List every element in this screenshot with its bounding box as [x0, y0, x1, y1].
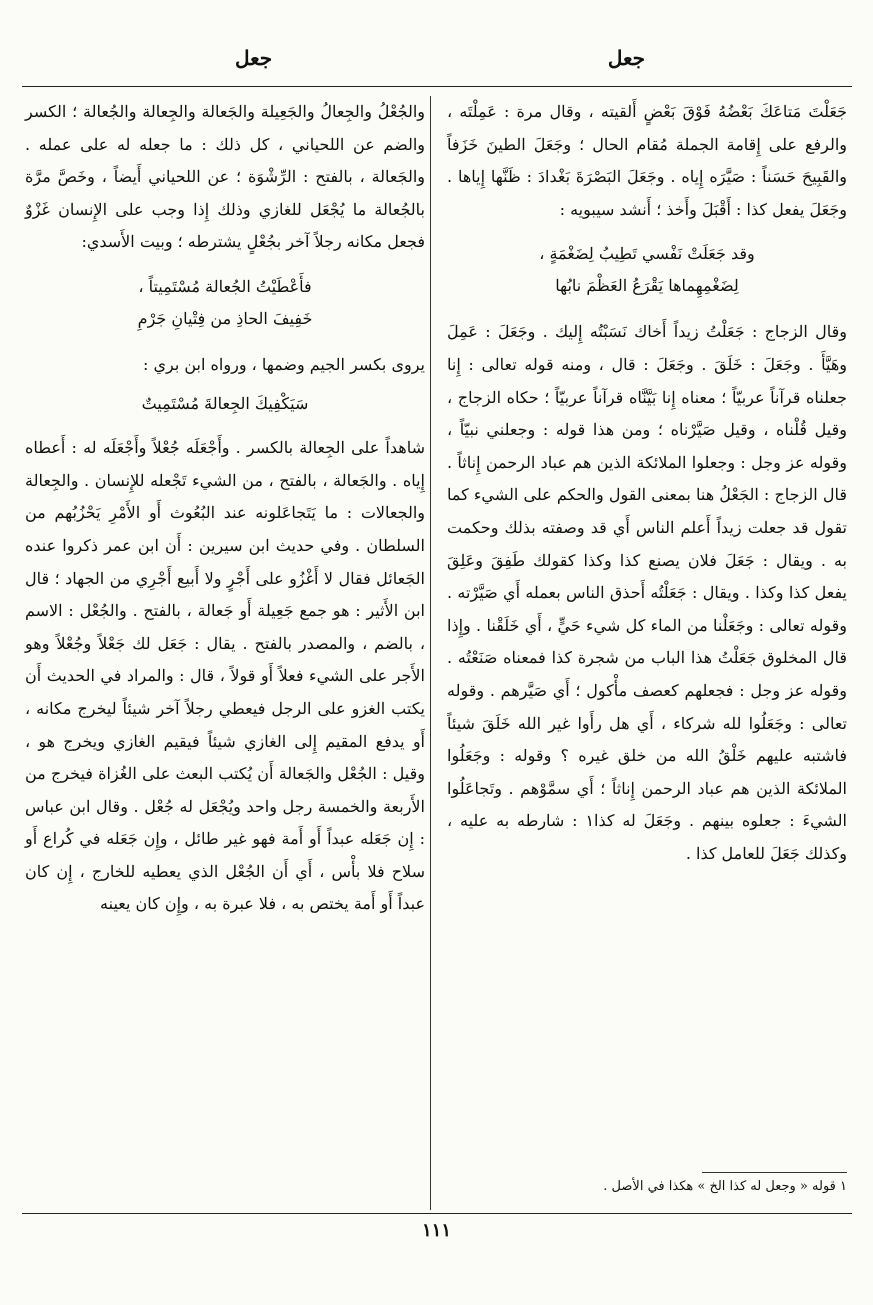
page-header — [30, 40, 845, 80]
verse-hemistich: سَيَكْفِيكَ الجِعالةَ مُسْتَمِيتٌ — [141, 393, 309, 413]
footnote-rule — [702, 1172, 847, 1173]
paragraph: شاهداً على الجِعالة بالكسر . وأَجْعَلَه جُعْلاً وأَجْعَلَه له : أَعطاه إِياه . والجَعالة ، بالفتح ، من الشيء تَجْعله للإِنسان . والجِعالة والجعالات : ما يَتَجاعَلونه عند البُعُوث أَو الأَمْرِ يَحْزُبُهم من السلطان . وفي حديث ابن سيرين : أَن ابن عمر ذكروا عنده الجَعائل فقال لا أَغْزُو على أَجْرٍ ولا أَبيع أَجْرِي من الجهاد ؛ قال ابن الأَثير : هو جمع جَعِيلة أَو جَعالة ، بالفتح . والجُعْل : الاسم ، بالضم ، والمصدر بالفتح . يقال : جَعَل لك جَعْلاً وجُعْلاً وهو الأَجر على الشيء فعلاً أَو قولاً ، قال : والمراد في الحديث أَن يكتب الغزو على الرجل فيعطي رجلاً آخر شيئاً ليخرج مكانه ، أَو يدفع المقيم إِلى الغازي شيئاً فيقيم الغازي ويخرج هو ، وقيل : الجُعْل والجَعالة أَن يُكتب البعث على الغُزاة فيخرج من الأَربعة والخمسة رجل واحد ويُجْعَل له جُعْل . وقال ابن عباس : إِن جَعَله عبداً أَو أَمة فهو غير طائل ، وإِن جَعَله في كُراع أَو سلاح فلا بأْس ، أَي أَن الجُعْل الذي يعطيه للخارج ، إِن كان عبداً أَو أَمة يختص به ، فلا عبرة به ، وإِن كان يعينه — [25, 438, 425, 914]
verse — [447, 238, 847, 302]
footnote: ١ قوله « وجعل له كذا الخ » هكذا في الأصل . — [603, 1179, 847, 1194]
page-number: ١١١ — [421, 1220, 451, 1241]
verse-line: وقد جَعَلَتْ نَفْسي تَطِيبُ لِضَغْمَةٍ ، — [539, 244, 755, 264]
header-rule — [22, 86, 852, 87]
paragraph: وقال الزجاج : جَعَلْتُ زيداً أَخاك نَسَبْتُه إِليك . وجَعَلَ : عَمِلَ وهَيَّأَ . وجَعَلَ : خَلَقَ . وجَعَلَ : قال ، ومنه قوله تعالى : إِنا جعلناه قرآناً عربيّاً ؛ معناه إِنا بَيَّنَّاه قرآناً عربيّاً ؛ حكاه الزجاج ، وقيل قُلْناه ، وقيل صَيَّرْناه ؛ ومن هذا قوله : وجعلني نبيّاً ، وقوله عز وجل : وجعلوا الملائكة الذين هم عباد الرحمن إِناثاً . قال الزجاج : الجَعْلُ هنا بمعنى القول والحكم على الشيء كما تقول قد جعلت زيداً أَعلم الناس أَي قد وصفته بذلك وحكمت به . ويقال : جَعَلَ فلان يصنع كذا وكذا كقولك طَفِقَ وعَلِقَ يفعل كذا وكذا . ويقال : جَعَلْتُه أَحذق الناس بعمله أَي صَيَّرْته . وقوله تعالى : وجَعَلْنا من الماء كل شيء حَيٍّ ، أَي خَلَقْنا . وإِذا قال المخلوق جَعَلْتُ هذا الباب من شجرة كذا فمعناه صَنَعْتُه . وقوله عز وجل : فجعلهم كعصف مأْكول ؛ أَي صَيَّرهم . وقوله تعالى : وجَعَلُوا لله شركاء ، أَي هل رأَوا غير الله خَلَقَ شيئاً فاشتبه عليهم خَلْقُ الله من خلق غيره ؟ وقوله : وجَعَلُوا الملائكة الذين هم عباد الرحمن إِناثاً ؛ أَي سمَّوْهم . وتَجاعَلُوا الشيءَ : جعلوه بينهم . وجَعَلَ له كذا١ : شارطه به عليه ، وكذلك جَعَلَ للعامل كذا . — [447, 322, 847, 863]
verse-line: خَفِيفَ الحاذِ من فِتْيانِ جَرْمِ — [137, 308, 313, 328]
verse-line: لِضَغْمِهِماها يَقْرَعُ العَظْمَ نابُها — [555, 276, 739, 296]
left-column — [25, 96, 425, 1206]
paragraph: والجُعْلُ والجِعالُ والجَعِيلة والجَعالة والجِعالة والجُعالة ؛ الكسر والضم عن اللحياني ، كل ذلك : ما جعله له على عمله . والجَعالة ، بالفتح : الرِّشْوَة ؛ عن اللحياني أَيضاً ، وخَصَّ مرَّة بالجُعالة ما يُجْعَل للغازي وذلك إِذا وجب على الإِنسان غَزْوٌ فجعل مكانه رجلاً آخر بجُعْلٍ يشترطه ؛ وبيت الأَسدي: — [25, 102, 425, 252]
paragraph: يروى بكسر الجيم وضمها ، ورواه ابن بري : — [143, 354, 425, 374]
footer-rule — [22, 1213, 852, 1214]
running-head-left: جعل — [235, 46, 273, 70]
verse — [25, 271, 425, 335]
right-column — [447, 96, 847, 1206]
column-divider — [430, 96, 431, 1210]
running-head-right: جعل — [607, 46, 645, 70]
paragraph: جَعَلْتَ مَتاعَكَ بَعْضُهُ فَوْقَ بَعْضٍ أَلقيته ، وقال مرة : عَمِلْتَه ، والرفع على إِقامة الجملة مُقام الحال ؛ وجَعَلَ الطينَ خَزَفاً والقَبِيحَ حَسَناً : صَيَّرَه إِياه . وجَعَلَ البَصْرَةَ بَغْدادَ : ظَنَّها إِياها . وجَعَلَ يفعل كذا : أَقْبَلَ وأَخذ ؛ أَنشد سيبويه : — [447, 102, 847, 219]
verse-line: فأَعْطَيْتُ الجُعالة مُسْتَمِيتاً ، — [138, 276, 312, 296]
